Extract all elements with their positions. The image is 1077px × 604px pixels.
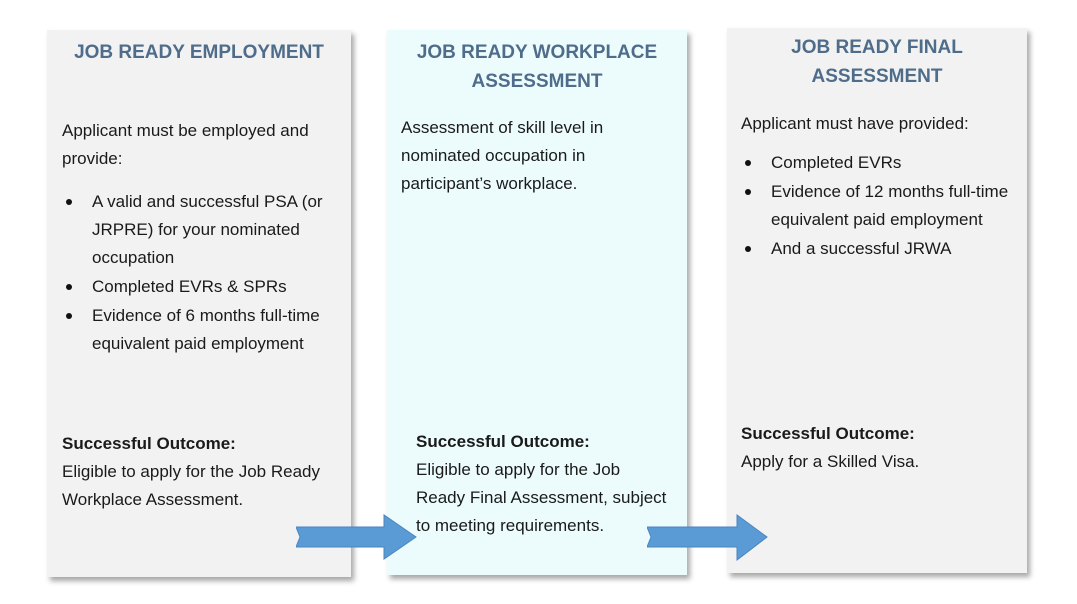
list-item: And a successful JRWA bbox=[741, 235, 1011, 263]
list-item: Completed EVRs & SPRs bbox=[62, 273, 337, 301]
list-item: Completed EVRs bbox=[741, 149, 1011, 177]
outcome-heading: Successful Outcome: bbox=[62, 434, 236, 453]
card-title: JOB READY FINAL ASSESSMENT bbox=[791, 37, 963, 87]
requirements-list bbox=[741, 149, 1011, 264]
card-title: JOB READY WORKPLACE ASSESSMENT bbox=[416, 42, 658, 92]
card-intro: Applicant must be employed and provide: bbox=[62, 121, 309, 168]
card-title: JOB READY EMPLOYMENT bbox=[74, 42, 324, 63]
right-arrow-icon bbox=[647, 514, 769, 562]
job-ready-employment-card bbox=[47, 30, 351, 577]
outcome-text: Apply for a Skilled Visa. bbox=[741, 452, 920, 471]
outcome-block bbox=[416, 428, 671, 540]
outcome-text: Eligible to apply for the Job Ready Workplace Assessment. bbox=[62, 462, 320, 509]
list-item: Evidence of 12 months full-time equivalent paid employment bbox=[741, 178, 1011, 234]
outcome-heading: Successful Outcome: bbox=[416, 432, 590, 451]
outcome-block bbox=[62, 430, 337, 514]
requirements-list bbox=[62, 188, 337, 359]
card-intro: Applicant must have provided: bbox=[741, 114, 969, 133]
job-ready-workplace-assessment-card bbox=[387, 30, 687, 575]
outcome-heading: Successful Outcome: bbox=[741, 424, 915, 443]
job-ready-final-assessment-card bbox=[727, 28, 1027, 573]
list-item: Evidence of 6 months full-time equivalent paid employment bbox=[62, 302, 337, 358]
outcome-text: Eligible to apply for the Job Ready Final Assessment, subject to meeting requirements. bbox=[416, 460, 667, 535]
outcome-block bbox=[741, 420, 1016, 476]
card-intro: Assessment of skill level in nominated occupation in participant’s workplace. bbox=[401, 118, 604, 193]
list-item: A valid and successful PSA (or JRPRE) for your nominated occupation bbox=[62, 188, 337, 272]
right-arrow-icon bbox=[296, 513, 418, 561]
